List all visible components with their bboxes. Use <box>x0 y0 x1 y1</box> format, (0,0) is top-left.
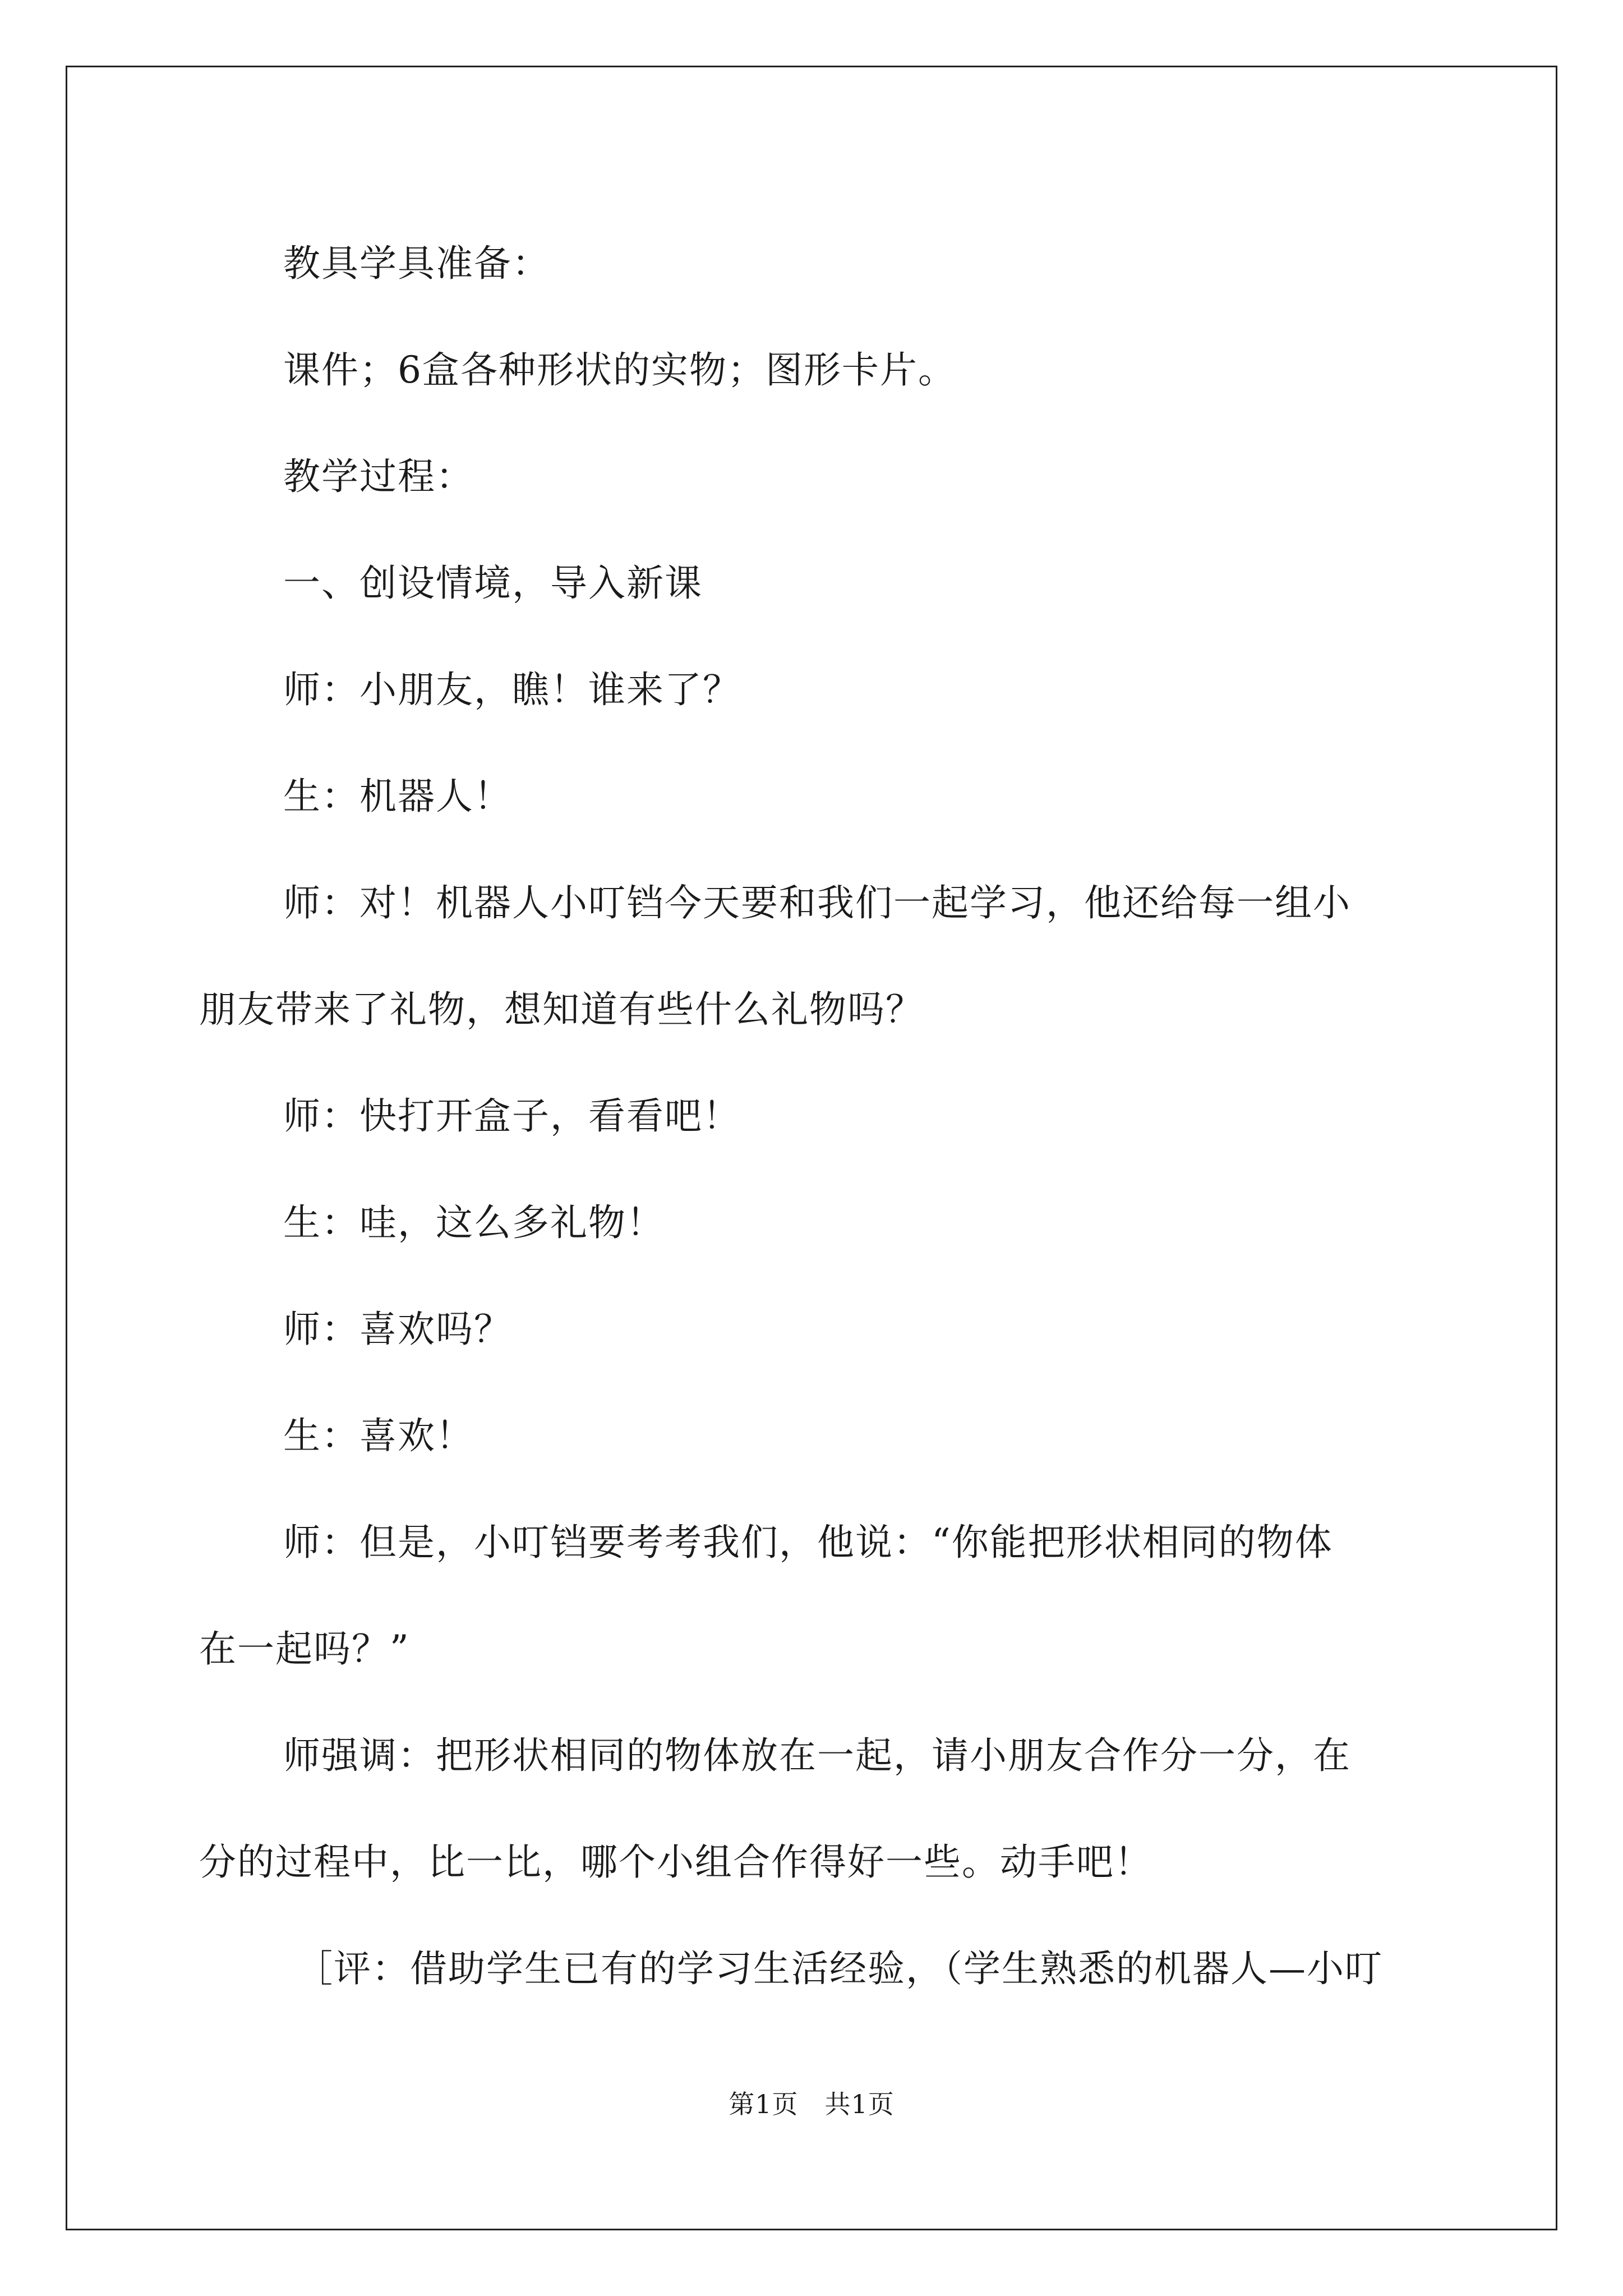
paragraph-line: 分的过程中，比一比，哪个小组合作得好一些。动手吧！ <box>199 1841 1152 1884</box>
section-heading: 一、创设情境，导入新课 <box>283 562 703 605</box>
paragraph-line: 教具学具准备： <box>283 242 550 285</box>
paragraph-line: 生：哇，这么多礼物！ <box>283 1201 665 1244</box>
paragraph-line: 师：快打开盒子，看看吧！ <box>283 1094 741 1138</box>
paragraph-line: 师：但是，小叮铛要考考我们，他说：“你能把形状相同的物体 <box>283 1521 1333 1564</box>
paragraph-line: 生：机器人！ <box>283 775 512 818</box>
paragraph-line: 师：喜欢吗？ <box>283 1308 512 1351</box>
paragraph-line: 在一起吗？” <box>199 1627 410 1671</box>
paragraph-line: 课件；6盒各种形状的实物；图形卡片。 <box>283 348 956 392</box>
document-body <box>199 210 1431 2022</box>
paragraph-line: 朋友带来了礼物，想知道有些什么礼物吗？ <box>199 988 924 1031</box>
paragraph-line: 教学过程： <box>283 455 474 498</box>
paragraph-line: 生：喜欢！ <box>283 1414 474 1457</box>
comment-line: ［评：借助学生已有的学习生活经验，（学生熟悉的机器人—小叮 <box>296 1947 1383 1990</box>
paragraph-line: 师：小朋友，瞧！谁来了？ <box>283 668 741 711</box>
paragraph-line: 师强调：把形状相同的物体放在一起，请小朋友合作分一分，在 <box>283 1734 1351 1777</box>
paragraph-line: 师：对！机器人小叮铛今天要和我们一起学习，他还给每一组小 <box>283 881 1351 924</box>
page-number-footer: 第1页 共1页 <box>728 2089 895 2119</box>
